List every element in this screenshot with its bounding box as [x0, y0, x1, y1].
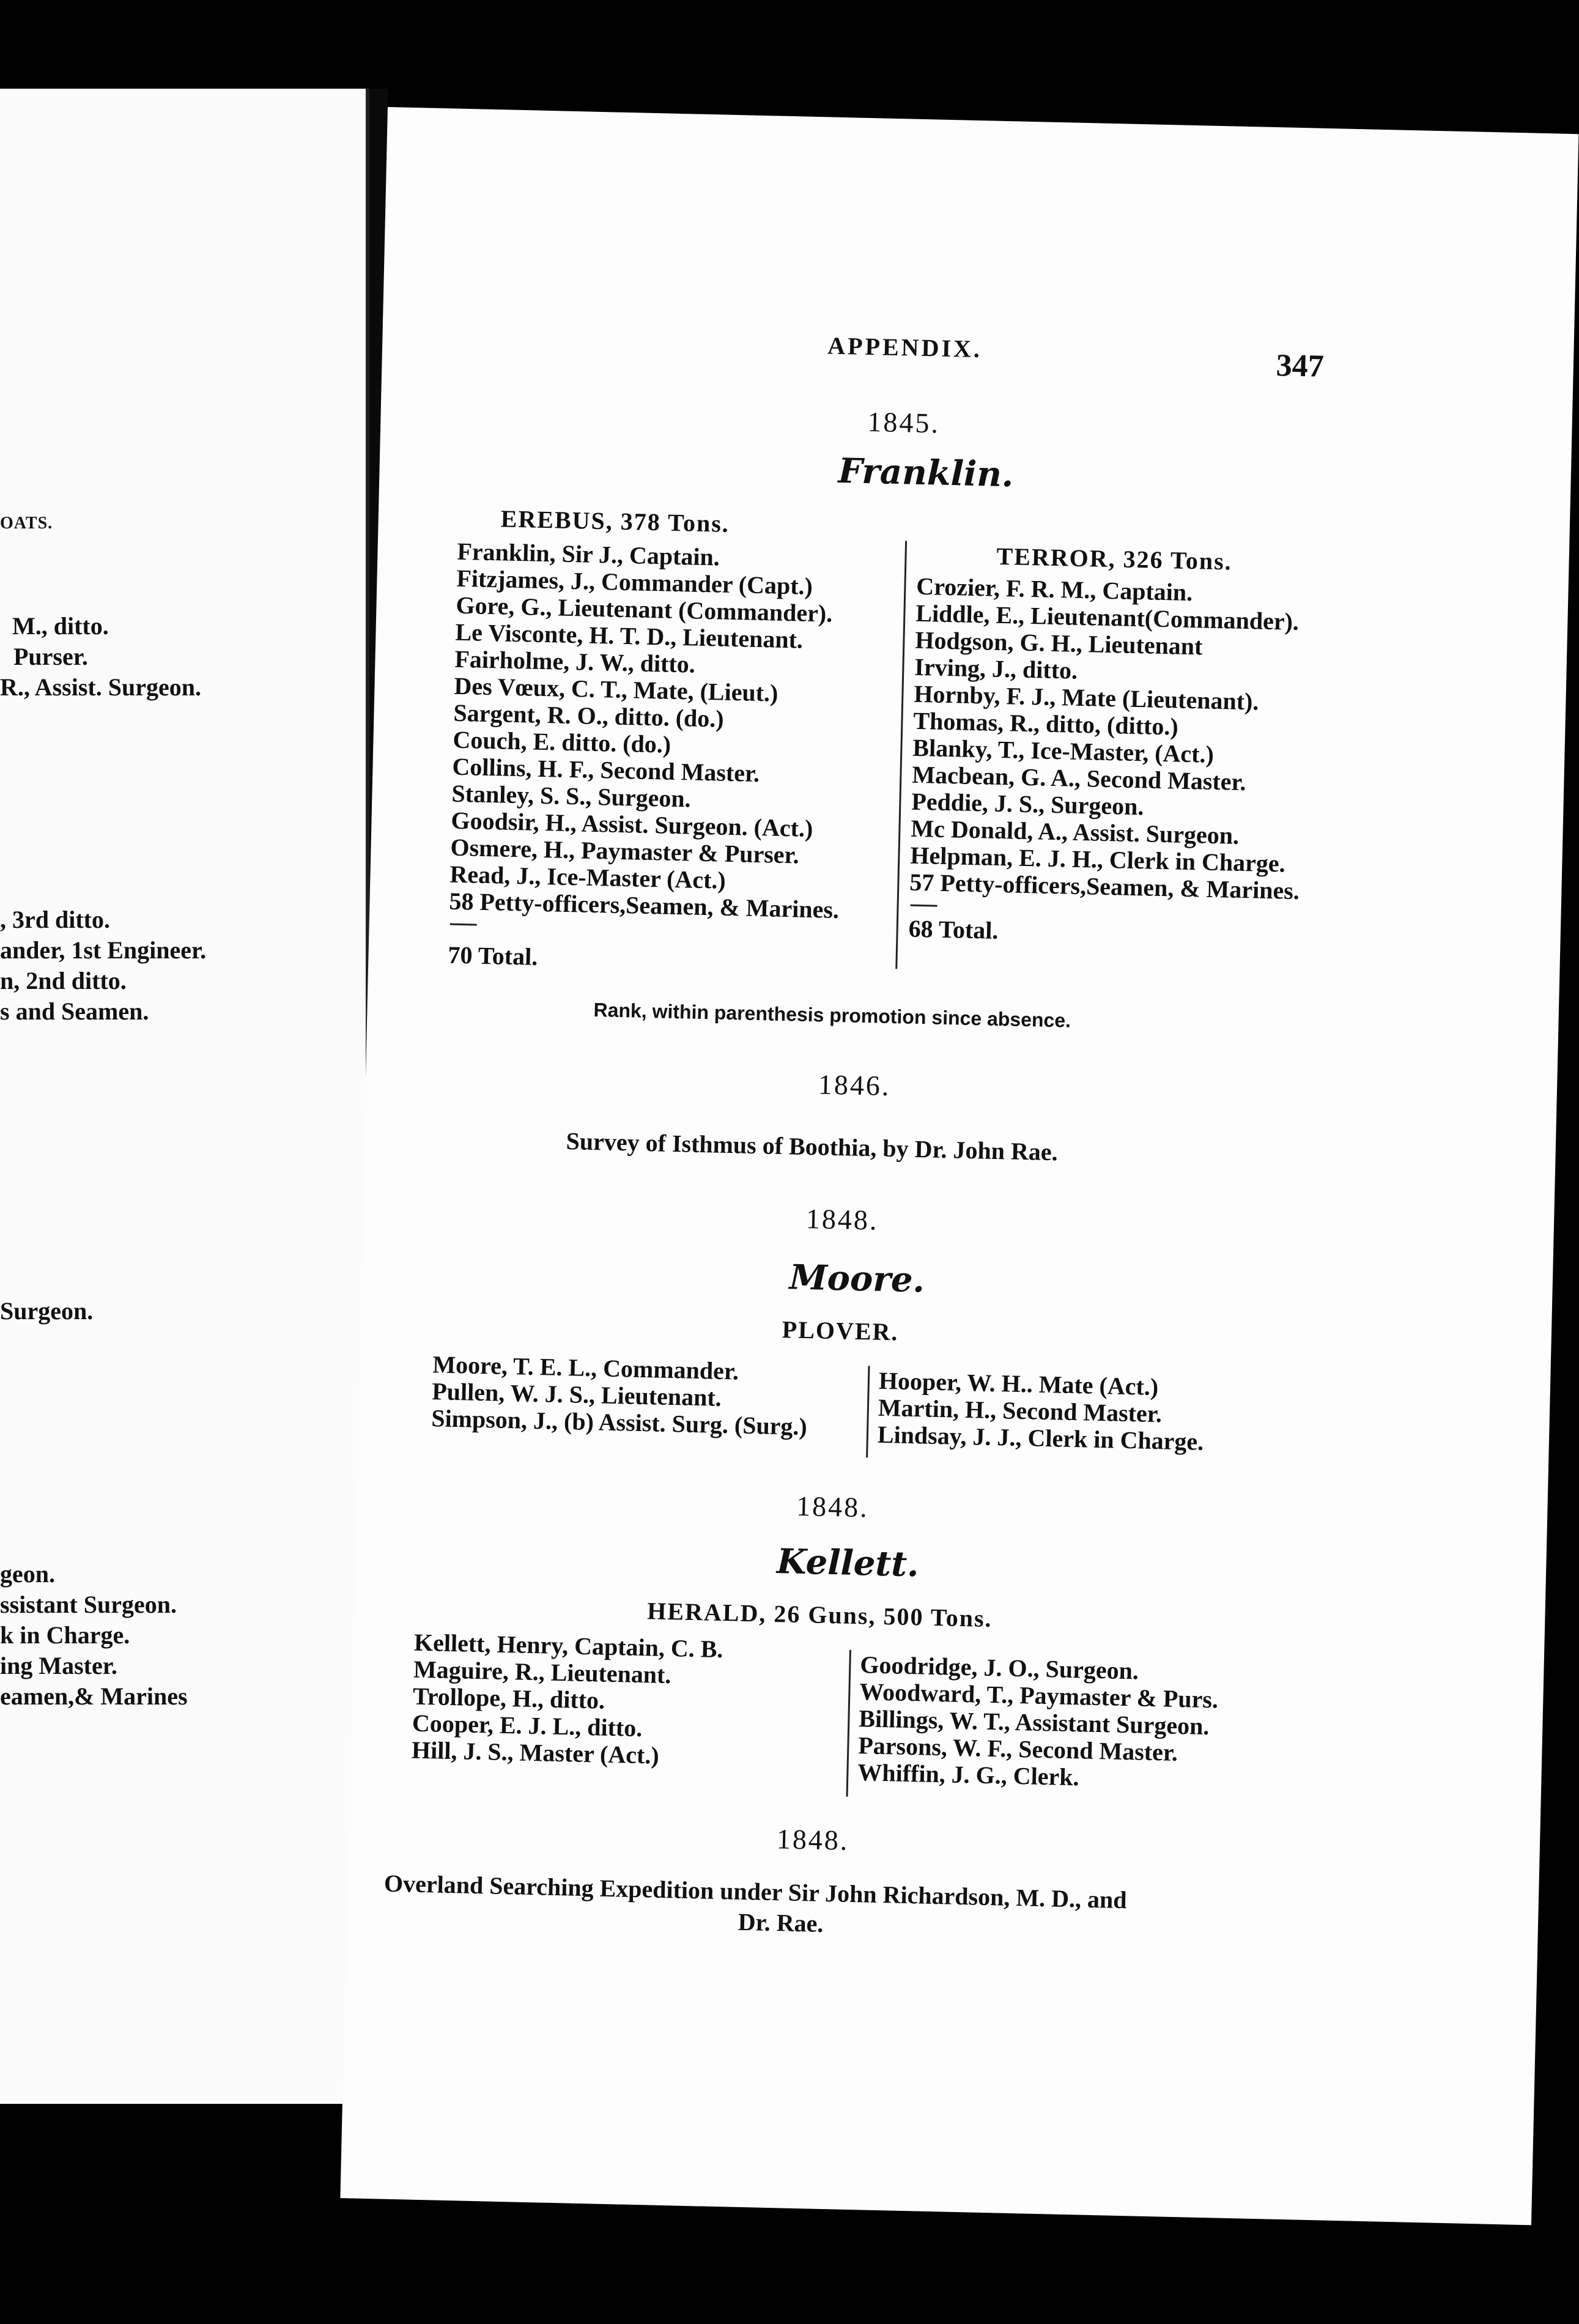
crew-line: Sargent, R. O., ditto. (do.) — [453, 698, 725, 733]
crew-line: Couch, E. ditto. (do.) — [453, 725, 671, 758]
page-347 — [340, 107, 1578, 2225]
crew-line: Trollope, H., ditto. — [412, 1682, 605, 1714]
left-line: , 3rd ditto. — [0, 906, 110, 933]
left-line: k in Charge. — [0, 1621, 130, 1649]
column-divider — [846, 1650, 851, 1797]
left-line: M., ditto. — [12, 612, 109, 640]
crew-line: Peddie, J. S., Surgeon. — [911, 787, 1144, 821]
erebus-heading: EREBUS, 378 Tons. — [500, 505, 730, 538]
crew-line: Maguire, R., Lieutenant. — [413, 1655, 671, 1689]
crew-line: Goodsir, H., Assist. Surgeon. (Act.) — [451, 806, 813, 843]
crew-line: Franklin, Sir J., Captain. — [457, 537, 720, 571]
column-divider — [866, 1366, 870, 1457]
previous-page — [0, 89, 369, 2104]
crew-line: Mc Donald, A., Assist. Surgeon. — [910, 814, 1240, 849]
left-line: ssistant Surgeon. — [0, 1591, 177, 1618]
crew-line: Gore, G., Lieutenant (Commander). — [456, 591, 833, 627]
year-heading: 1848. — [796, 1490, 870, 1523]
crew-line: Stanley, S. S., Surgeon. — [451, 779, 692, 813]
crew-line: Goodridge, J. O., Surgeon. — [859, 1651, 1139, 1685]
crew-line: Whiffin, J. G., Clerk. — [857, 1758, 1080, 1791]
crew-line: Kellett, Henry, Captain, C. B. — [413, 1628, 723, 1663]
year-heading: 1845. — [867, 405, 941, 439]
crew-line: Hill, J. S., Master (Act.) — [411, 1736, 660, 1769]
expedition-line: Dr. Rae. — [738, 1908, 824, 1937]
crew-line: Fairholme, J. W., ditto. — [454, 645, 696, 678]
left-line: OATS. — [0, 514, 53, 533]
year-heading: 1846. — [818, 1068, 891, 1102]
crew-line: Macbean, G. A., Second Master. — [911, 760, 1247, 796]
crew-line: Martin, H., Second Master. — [878, 1393, 1163, 1428]
left-line: ander, 1st Engineer. — [0, 936, 207, 964]
herald-heading: HERALD, 26 Guns, 500 Tons. — [646, 1597, 993, 1633]
plover-heading: PLOVER. — [782, 1316, 899, 1346]
year-heading: 1848. — [805, 1202, 879, 1236]
crew-line: Woodward, T., Paymaster & Purs. — [859, 1678, 1219, 1714]
left-line: R., Assist. Surgeon. — [0, 673, 201, 701]
crew-line: Lindsay, J. J., Clerk in Charge. — [877, 1420, 1204, 1456]
crew-line: Moore, T. E. L., Commander. — [432, 1350, 739, 1385]
crew-line: Liddle, E., Lieutenant(Commander). — [915, 599, 1300, 636]
page-number: 347 — [1276, 348, 1325, 384]
crew-line: Collins, H. F., Second Master. — [452, 752, 760, 788]
crew-line: Parsons, W. F., Second Master. — [857, 1731, 1178, 1766]
crew-line: Simpson, J., (b) Assist. Surg. (Surg.) — [431, 1404, 808, 1441]
terror-heading: TERROR, 326 Tons. — [996, 542, 1233, 575]
left-line: n, 2nd ditto. — [0, 967, 127, 994]
crew-line: Blanky, T., Ice-Master, (Act.) — [912, 733, 1215, 768]
column-divider — [895, 541, 907, 969]
left-line: eamen,& Marines — [0, 1682, 188, 1710]
crew-line: Billings, W. T., Assistant Surgeon. — [858, 1704, 1210, 1741]
crew-line: Hornby, F. J., Mate (Lieutenant). — [913, 679, 1259, 716]
left-line: Surgeon. — [0, 1297, 94, 1325]
running-head: APPENDIX. — [827, 331, 983, 363]
crew-total: 68 Total. — [908, 914, 999, 944]
year-heading: 1848. — [776, 1823, 849, 1856]
crew-line: Le Visconte, H. T. D., Lieutenant. — [455, 618, 804, 654]
total-dash — [450, 923, 477, 926]
crew-line: Des Vœux, C. T., Mate, (Lieut.) — [454, 672, 778, 707]
crew-line: Hodgson, G. H., Lieutenant — [914, 626, 1203, 661]
left-line: Purser. — [13, 643, 88, 670]
crew-line: Cooper, E. J. L., ditto. — [412, 1709, 643, 1742]
crew-line: Thomas, R., ditto, (ditto.) — [912, 706, 1179, 741]
crew-line: 58 Petty-officers,Seamen, & Marines. — [449, 887, 840, 924]
crew-line: Fitzjames, J., Commander (Capt.) — [456, 564, 813, 600]
crew-total: 70 Total. — [448, 941, 538, 971]
total-dash — [911, 905, 937, 907]
crew-line: Pullen, W. J. S., Lieutenant. — [431, 1377, 722, 1412]
left-line: ing Master. — [0, 1652, 117, 1679]
expedition-line: Overland Searching Expedition under Sir John Richardson, M. D., and — [383, 1869, 1127, 1914]
left-line: geon. — [0, 1560, 55, 1588]
expedition-name: Kellett. — [776, 1541, 920, 1585]
crew-line: Read, J., Ice-Master (Act.) — [449, 860, 727, 894]
left-line: s and Seamen. — [0, 997, 149, 1025]
crew-line: 57 Petty-officers,Seamen, & Marines. — [909, 868, 1300, 905]
crew-line: Helpman, E. J. H., Clerk in Charge. — [909, 841, 1286, 878]
survey-line: Survey of Isthmus of Boothia, by Dr. John Rae. — [566, 1127, 1059, 1166]
expedition-name: Franklin. — [837, 450, 1015, 495]
rank-note: Rank, within parenthesis promotion since absence. — [593, 999, 1071, 1032]
crew-line: Hooper, W. H.. Mate (Act.) — [878, 1366, 1159, 1401]
crew-line: Osmere, H., Paymaster & Purser. — [450, 833, 800, 869]
crew-line: Irving, J., ditto. — [914, 653, 1078, 684]
expedition-name: Moore. — [789, 1257, 925, 1301]
crew-line: Crozier, F. R. M., Captain. — [915, 572, 1193, 607]
